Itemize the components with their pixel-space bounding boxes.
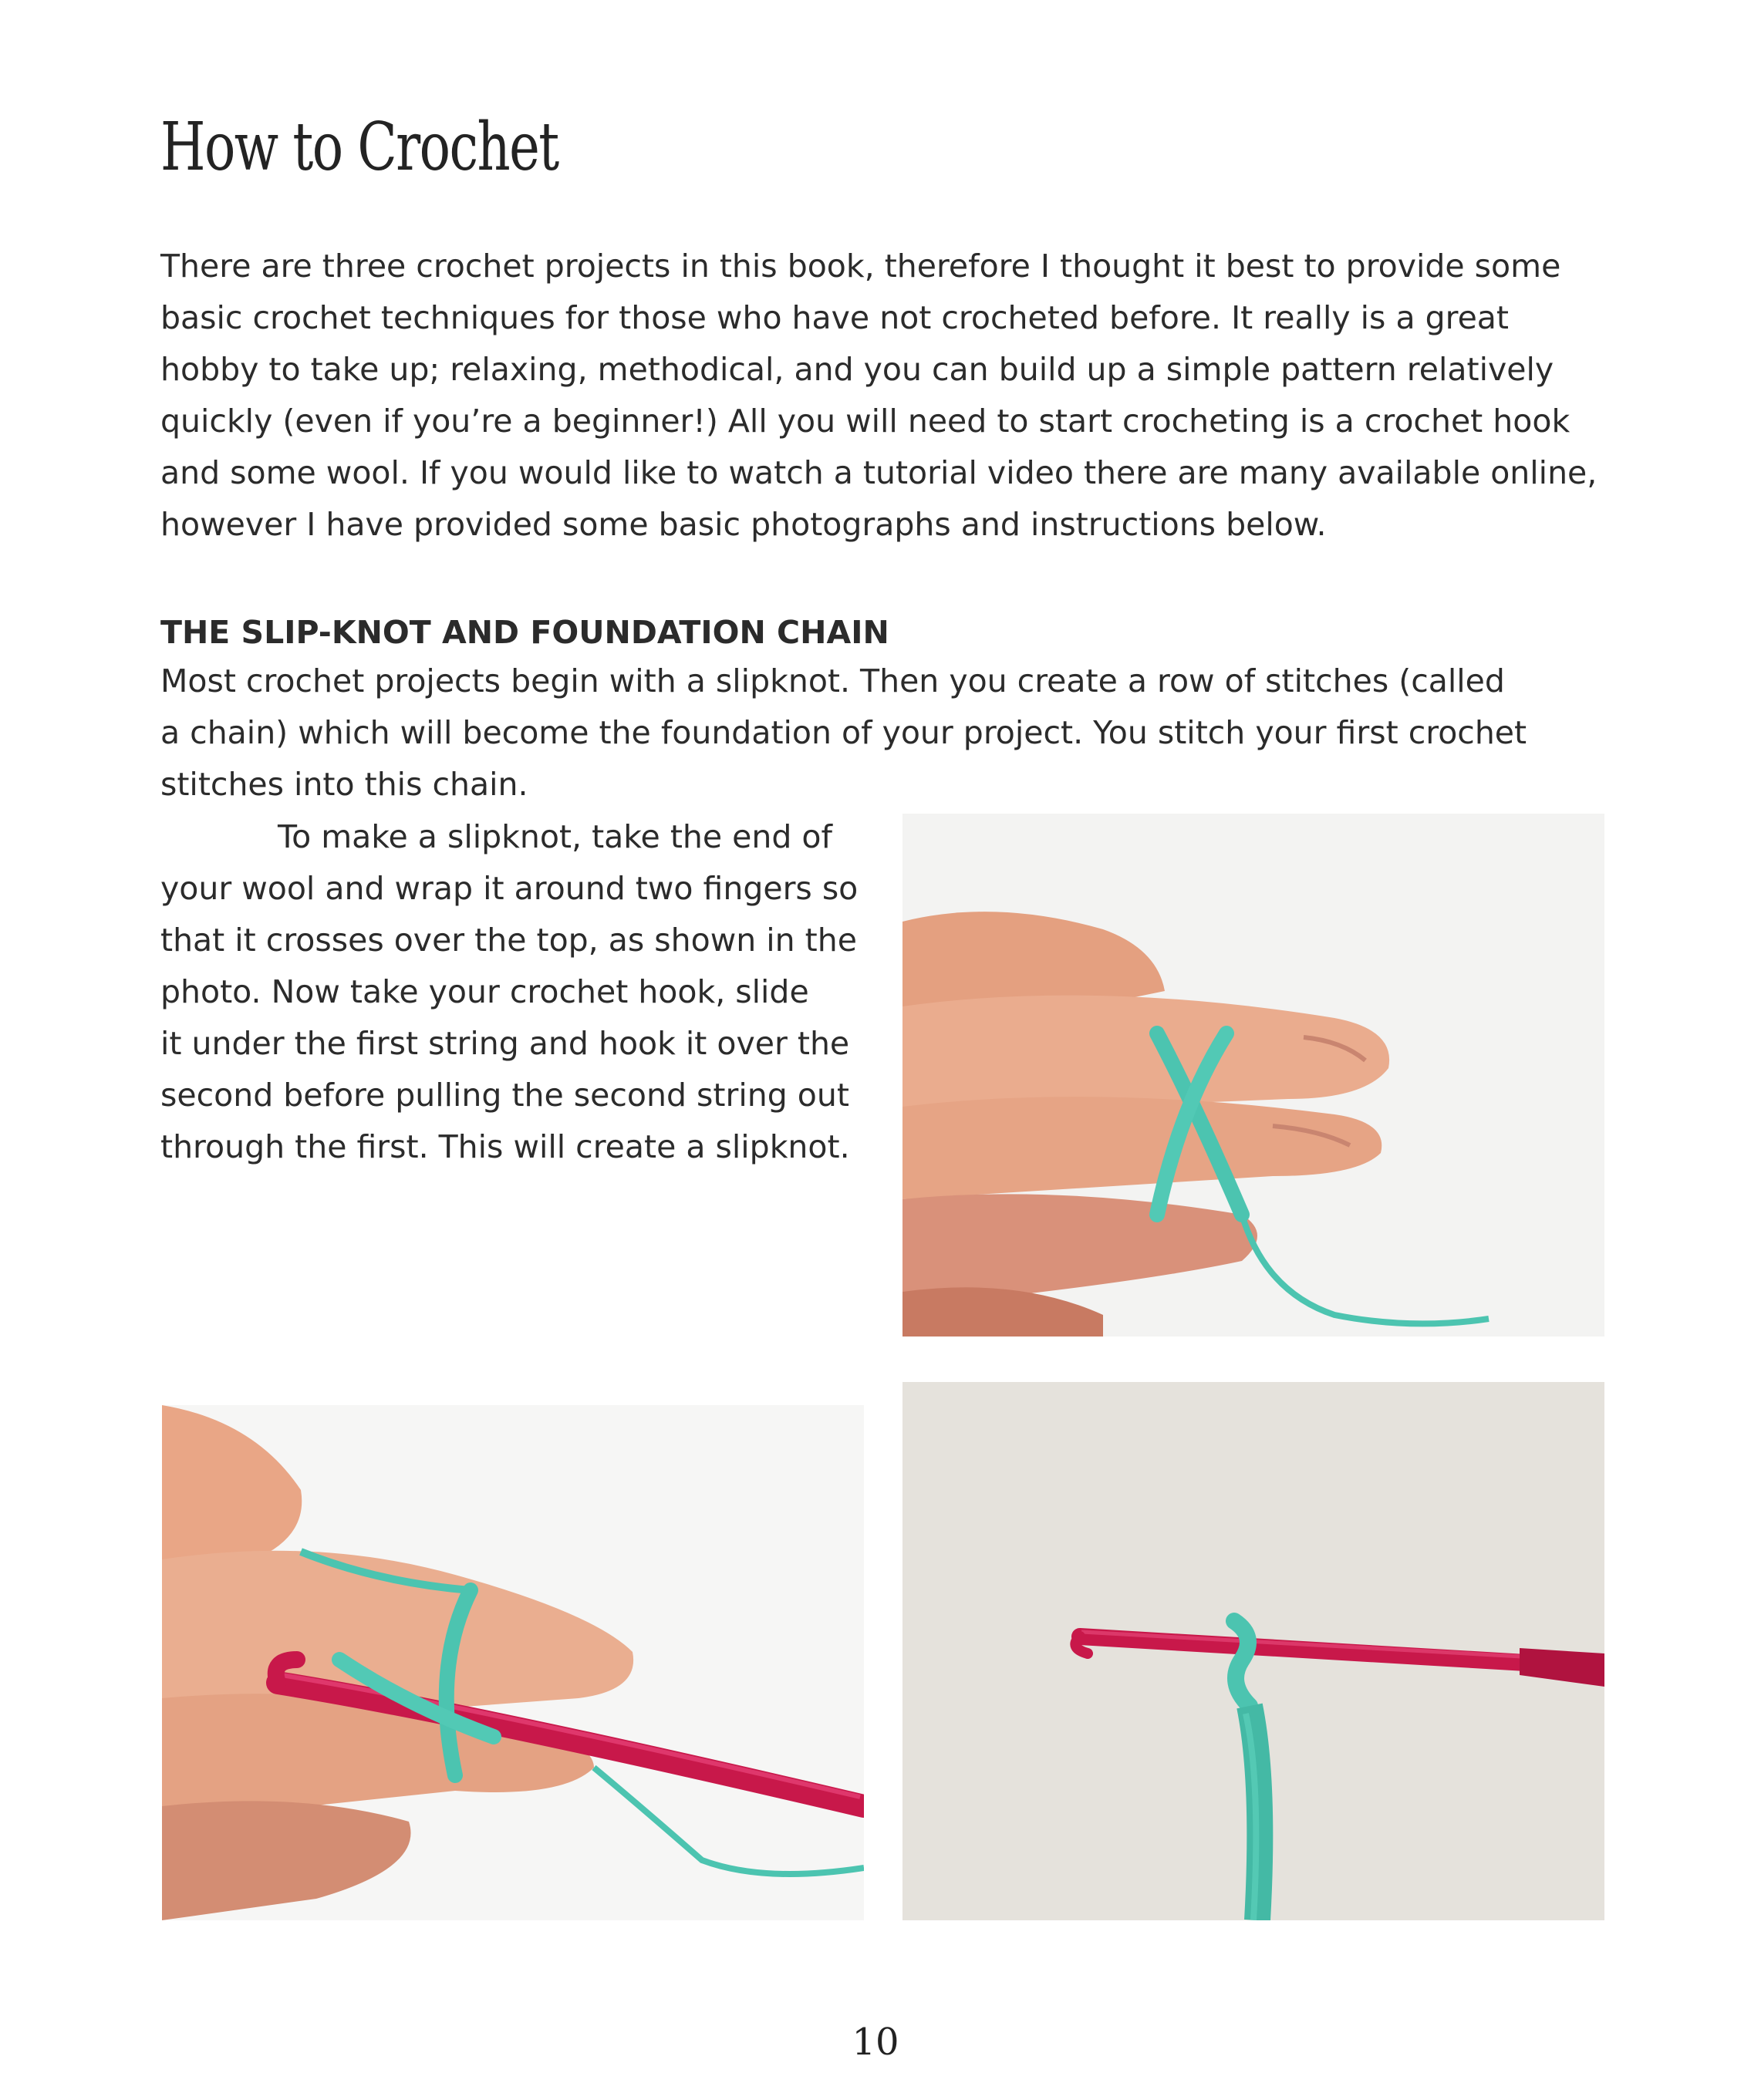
slipknot-line: second before pulling the second string out (160, 1077, 849, 1114)
slipknot-line: photo. Now take your crochet hook, slide (160, 973, 809, 1010)
photo-yarn-around-fingers (902, 814, 1604, 1337)
intro-line: There are three crochet projects in this book, therefore I thought it best to provide some (160, 248, 1561, 285)
intro-line: quickly (even if you’re a beginner!) All you will need to start crocheting is a crochet hook (160, 403, 1571, 440)
slipknot-paragraph (160, 811, 870, 1173)
intro-line: hobby to take up; relaxing, methodical, and you can build up a simple pattern relatively (160, 351, 1554, 388)
photo-hook-under-yarn (162, 1405, 864, 1920)
section-line: Most crochet projects begin with a slipknot. Then you create a row of stitches (called (160, 662, 1505, 699)
section-line: a chain) which will become the foundation of your project. You stitch your first crochet (160, 714, 1527, 751)
page-number: 10 (852, 2021, 899, 2064)
section-heading: THE SLIP-KNOT AND FOUNDATION CHAIN (160, 614, 889, 651)
slipknot-line: through the first. This will create a slipknot. (160, 1128, 850, 1165)
intro-line: and some wool. If you would like to watch a tutorial video there are many available online, (160, 454, 1597, 491)
slipknot-line: To make a slipknot, take the end of (278, 818, 832, 855)
slipknot-line: your wool and wrap it around two fingers so (160, 870, 859, 907)
slipknot-line: it under the first string and hook it over the (160, 1025, 850, 1062)
intro-paragraph (160, 241, 1611, 551)
page-title: How to Crochet (160, 109, 558, 186)
section-paragraph (160, 656, 1611, 811)
intro-line: basic crochet techniques for those who have not crocheted before. It really is a great (160, 299, 1510, 336)
photo-slipknot-on-hook (902, 1382, 1604, 1920)
section-line: stitches into this chain. (160, 766, 528, 803)
slipknot-line: that it crosses over the top, as shown in the (160, 922, 857, 959)
intro-line: however I have provided some basic photographs and instructions below. (160, 506, 1327, 543)
